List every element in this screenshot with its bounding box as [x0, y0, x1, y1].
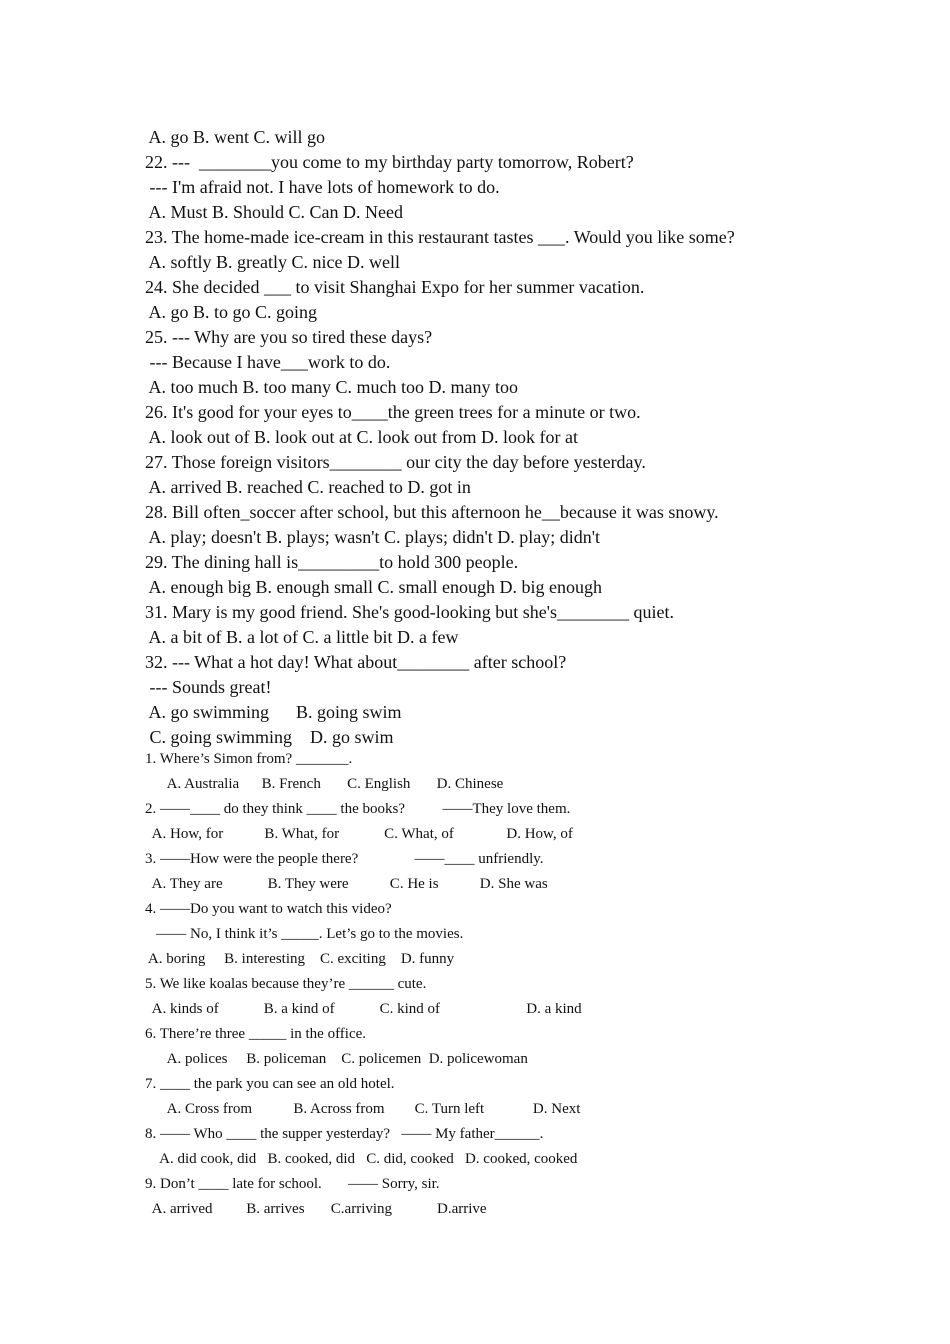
- dialogue-line: --- I'm afraid not. I have lots of homework to do.: [145, 177, 500, 197]
- question-line: 8. —— Who ____ the supper yesterday? —— My father______.: [145, 1126, 544, 1142]
- question-line: 5. We like koalas because they’re ______ cute.: [145, 976, 427, 992]
- question-line: 29. The dining hall is_________to hold 300 people.: [145, 552, 519, 572]
- answer-options-line: A. Australia B. French C. English D. Chinese: [145, 776, 504, 792]
- answer-options-line: A. Must B. Should C. Can D. Need: [145, 202, 404, 222]
- answer-options-line: A. look out of B. look out at C. look out from D. look for at: [145, 427, 578, 447]
- answer-options-line: A. too much B. too many C. much too D. many too: [145, 377, 518, 397]
- answer-options-line: A. softly B. greatly C. nice D. well: [145, 252, 400, 272]
- question-line: 26. It's good for your eyes to____the green trees for a minute or two.: [145, 402, 641, 422]
- answer-options-line: A. They are B. They were C. He is D. She was: [145, 876, 548, 892]
- answer-options-line: A. play; doesn't B. plays; wasn't C. plays; didn't D. play; didn't: [145, 527, 600, 547]
- dialogue-line: —— No, I think it’s _____. Let’s go to the movies.: [145, 926, 464, 942]
- answer-options-line: A. go B. went C. will go: [145, 127, 326, 147]
- answer-options-line: A. go B. to go C. going: [145, 302, 318, 322]
- answer-options-line: A. polices B. policeman C. policemen D. policewoman: [145, 1051, 528, 1067]
- question-line: 2. ——____ do they think ____ the books? ——They love them.: [145, 801, 571, 817]
- dialogue-line: --- Sounds great!: [145, 677, 272, 697]
- question-line: 4. ——Do you want to watch this video?: [145, 901, 392, 917]
- question-line: 27. Those foreign visitors________ our city the day before yesterday.: [145, 452, 646, 472]
- answer-options-line: A. did cook, did B. cooked, did C. did, cooked D. cooked, cooked: [145, 1151, 578, 1167]
- question-line: 28. Bill often_soccer after school, but this afternoon he__because it was snowy.: [145, 502, 719, 522]
- question-line: 23. The home-made ice-cream in this restaurant tastes ___. Would you like some?: [145, 227, 735, 247]
- answer-options-line: A. arrived B. reached C. reached to D. got in: [145, 477, 471, 497]
- answer-options-line: A. enough big B. enough small C. small enough D. big enough: [145, 577, 602, 597]
- question-line: 31. Mary is my good friend. She's good-looking but she's________ quiet.: [145, 602, 674, 622]
- question-line: 25. --- Why are you so tired these days?: [145, 327, 433, 347]
- question-line: 9. Don’t ____ late for school. —— Sorry, sir.: [145, 1176, 440, 1192]
- answer-options-line: A. a bit of B. a lot of C. a little bit D. a few: [145, 627, 459, 647]
- question-line: 22. --- ________you come to my birthday party tomorrow, Robert?: [145, 152, 634, 172]
- answer-options-line: A. go swimming B. going swim: [145, 702, 402, 722]
- answer-options-line: A. Cross from B. Across from C. Turn left D. Next: [145, 1101, 581, 1117]
- answer-options-line: A. boring B. interesting C. exciting D. funny: [145, 951, 455, 967]
- answer-options-line: C. going swimming D. go swim: [145, 727, 394, 747]
- question-line: 32. --- What a hot day! What about________ after school?: [145, 652, 567, 672]
- answer-options-line: A. How, for B. What, for C. What, of D. How, of: [145, 826, 573, 842]
- question-line: 24. She decided ___ to visit Shanghai Expo for her summer vacation.: [145, 277, 645, 297]
- answer-options-line: A. kinds of B. a kind of C. kind of D. a kind: [145, 1001, 582, 1017]
- question-line: 1. Where’s Simon from? _______.: [145, 751, 353, 767]
- question-line: 3. ——How were the people there? ——____ unfriendly.: [145, 851, 544, 867]
- dialogue-line: --- Because I have___work to do.: [145, 352, 391, 372]
- question-line: 7. ____ the park you can see an old hotel.: [145, 1076, 395, 1092]
- answer-options-line: A. arrived B. arrives C.arriving D.arrive: [145, 1201, 487, 1217]
- question-line: 6. There’re three _____ in the office.: [145, 1026, 367, 1042]
